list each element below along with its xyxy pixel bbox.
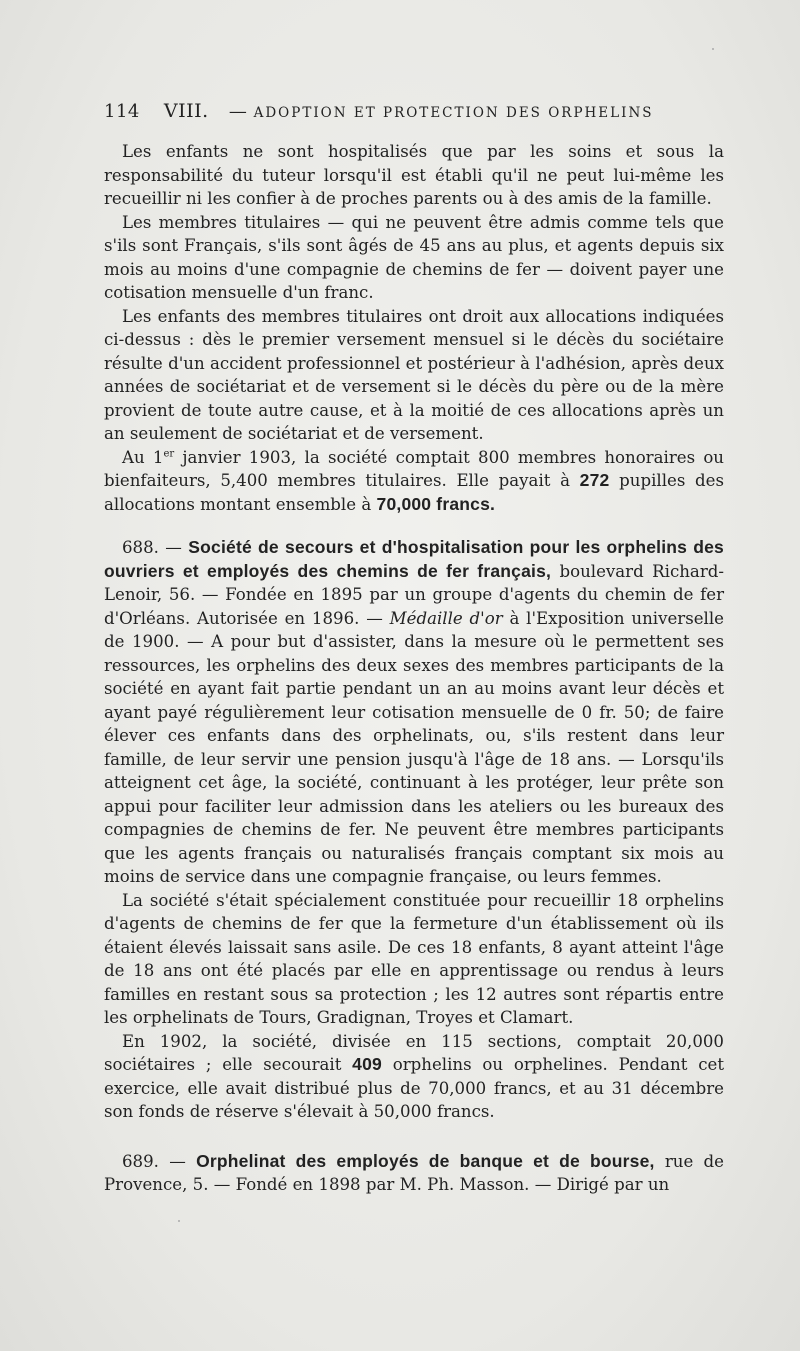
paragraph-18-orphelins: La société s'était spécialement constituée pour recueillir 18 orphelins d'agents de chemins de fer que la fermeture d'un établissement où ils étaient élevés laissait sans asile. De ces 18 enfants, 8 ayant atteint l'âge de 18 ans ont été placés par elle en apprentissage ou rendus à leurs familles en restant sous sa protection ; les 12 autres sont répartis entre les orphelinats de Tours, Gradignan, Troyes et Clamart. [104,890,724,1027]
entry-688-number: 688. — [122,538,189,557]
header-dash: — [228,101,248,122]
paragraph-allocations: Les enfants des membres titulaires ont droit aux allocations indiquées ci-dessus : dès le premier versement mensuel si le décès du sociétaire résulte d'un accident professionnel et postérieur à l'adhésion, après deux années de sociétariat et de versement si le décès du père ou de la mère provient de toute autre cause, et à la moitié de ces allocations après un an seulement de sociétariat et de versement. [104,306,724,443]
bold-allocations-total: 70,000 francs. [376,493,496,514]
entry-688: 688. — Société de secours et d'hospitalisation pour les orphelins des ouvriers et employés des chemins de fer français, boulevard Richard-Lenoir, 56. — Fondée en 1895 par un groupe d'agents du chemin de fer d'Orléans. Autorisée en 1896. — Médaille d'or à l'Exposition universelle de 1900. — A pour but d'assister, dans la mesure où le permettent ses ressources, les orphelins des deux sexes des membres participants de la société en ayant fait partie pendant un an au moins avant leur décès et ayant payé régulièrement leur cotisation mensuelle de 0 fr. 50; de faire élever ces enfants dans des orphelinats, ou, s'ils restent dans leur famille, de leur servir une pension jusqu'à l'âge de 18 ans. — Lorsqu'ils atteignent cet âge, la société, continuant à les protéger, leur prête son appui pour faciliter leur admission dans les ateliers ou les bureaux des compagnies de chemins de fer. Ne peuvent être membres participants que les agents français ou naturalisés français comptant six mois au moins de service dans une compagnie française, ou leurs femmes. [104,537,724,886]
chapter-number: VIII. [163,100,209,122]
medaille-italic: Médaille d'or [389,608,503,628]
entry-689-title: Orphelinat des employés de banque et de bourse, [196,1150,655,1171]
body-text [104,140,724,1197]
paragraph-statistiques-1902: En 1902, la société, divisée en 115 sections, comptait 20,000 sociétaires ; elle secourait 409 orphelins ou orphelines. Pendant cet exercice, elle avait distribué plus de 70,000 francs, et au 31 décembre son fonds de réserve s'élevait à 50,000 francs. [104,1031,724,1121]
paragraph-statistiques-1903: Au 1er janvier 1903, la société comptait 800 membres honoraires ou bienfaiteurs, 5,400 membres titulaires. Elle payait à 272 pupilles des allocations montant ensemble à 70,000 francs. [104,447,724,514]
bold-pupilles-count: 272 [579,470,610,490]
running-header [104,100,724,122]
page-number: 114 [104,101,140,122]
bold-orphelins-count: 409 [352,1054,382,1074]
entry-689-number: 689. — [122,1151,197,1171]
paper-speck [712,48,714,50]
paragraph-membres-titulaires: Les membres titulaires — qui ne peuvent être admis comme tels que s'ils sont Français, s'ils sont âgés de 45 ans au plus, et agents depuis six mois au moins d'une compagnie de chemins de fer — doivent payer une cotisation mensuelle d'un franc. [104,212,724,302]
paper-speck [178,1220,180,1222]
paragraph-hospitalisation: Les enfants ne sont hospitalisés que par les soins et sous la responsabilité du tuteur lorsqu'il est établi qu'il ne peut lui-même les recueillir ni les confier à de proches parents ou à des amis de la famille. [104,142,724,208]
entry-689: 689. — Orphelinat des employés de banque et de bourse, rue de Provence, 5. — Fondé en 1898 par M. Ph. Masson. — Dirigé par un [104,1150,725,1194]
chapter-title: ADOPTION ET PROTECTION DES ORPHELINS [253,105,654,121]
entry-688-title: Société de secours et d'hospitalisation pour les orphelins des ouvriers et employés des chemins de fer français, [104,537,724,581]
